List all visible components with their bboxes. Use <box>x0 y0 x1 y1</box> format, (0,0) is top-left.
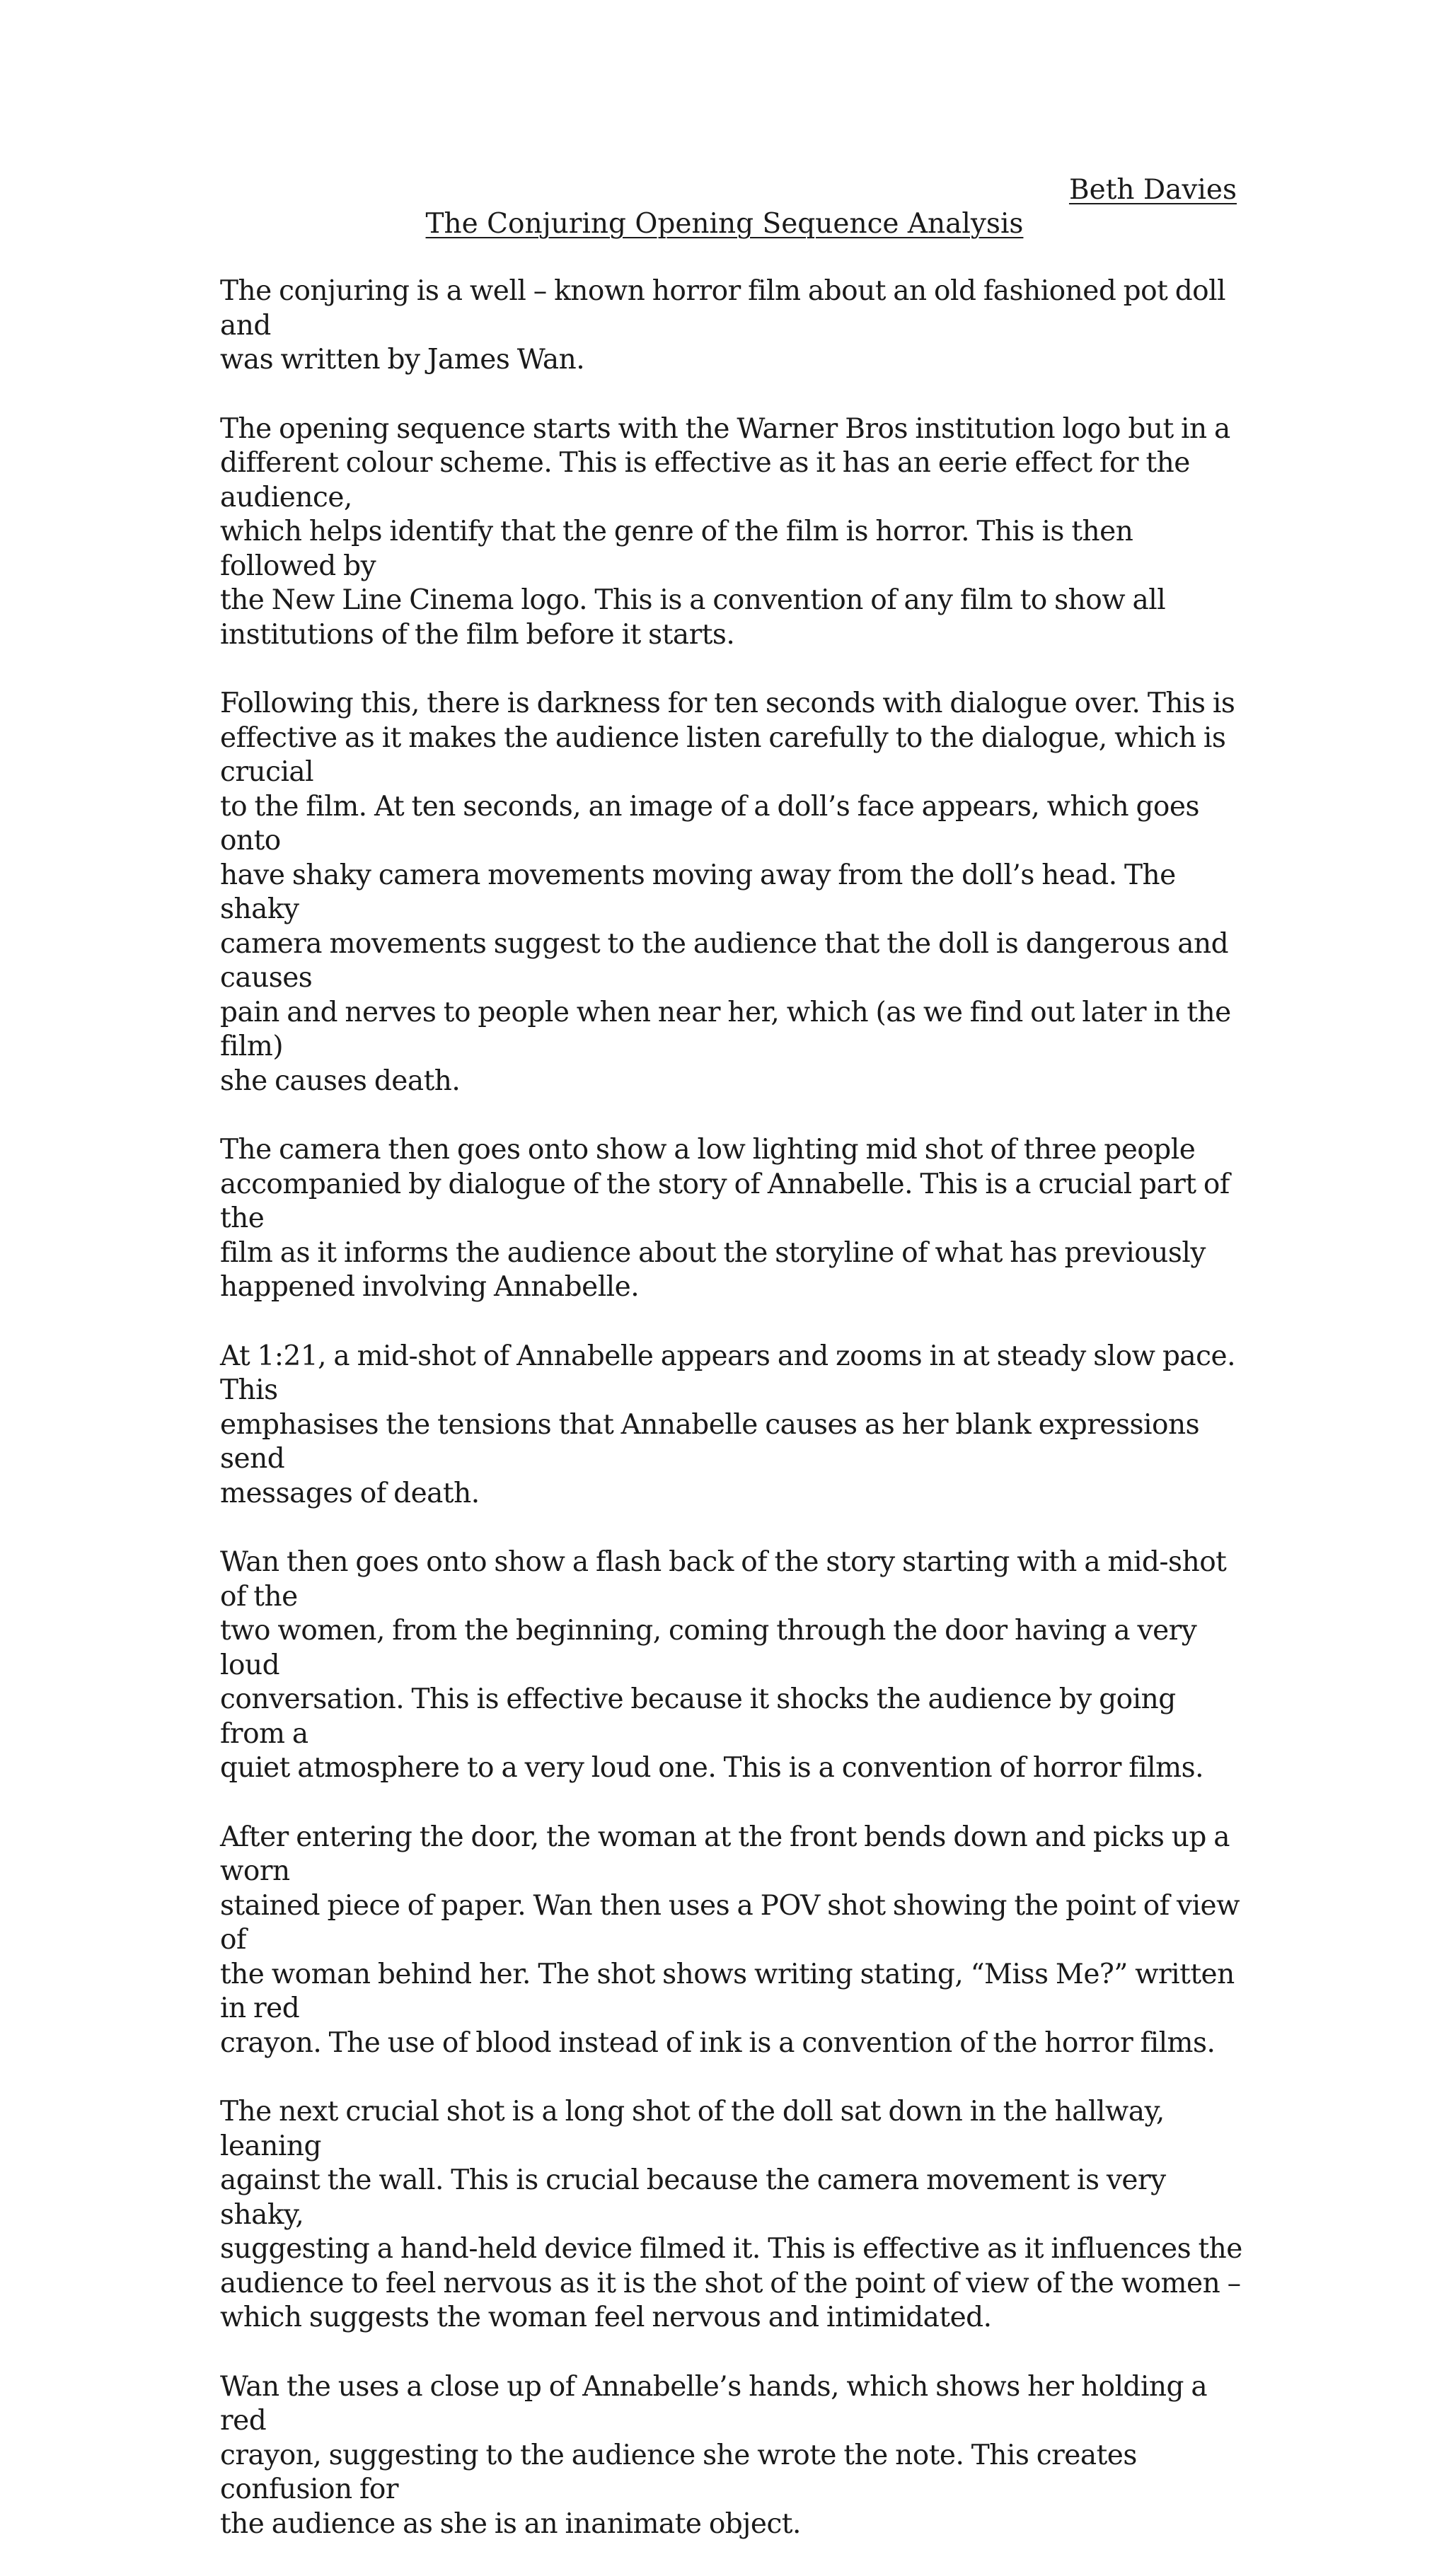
paragraph: The camera then goes onto show a low lighting mid shot of three people accompanied by dialogue of the story of Annabelle. This is a crucial part of the film as it informs the audience about the storyline of what has previously happened involving Annabelle. <box>220 1134 1230 1303</box>
paragraph: The conjuring is a well – known horror film about an old fashioned pot doll and was written by James Wan. <box>220 275 1226 376</box>
document-title: The Conjuring Opening Sequence Analysis <box>425 208 1024 240</box>
author-name: Beth Davies <box>1068 174 1237 206</box>
paragraph: The next crucial shot is a long shot of the doll sat down in the hallway, leaning against the wall. This is crucial because the camera movement is very shaky, suggesting a hand-held device filmed it. This is effective as it influences the audience to feel nervous as it is the shot of the point of view of the women – which suggests the woman feel nervous and intimidated. <box>220 2096 1242 2333</box>
paragraph: Wan the uses a close up of Annabelle’s hands, which shows her holding a red crayon, suggesting to the audience she wrote the note. This creates confusion for the audience as she is an inanimate object. <box>220 2370 1208 2540</box>
paragraph: Following this, there is darkness for ten seconds with dialogue over. This is effective as it makes the audience listen carefully to the dialogue, which is crucial to the film. At ten seconds, an image of a doll’s face appears, which goes onto have shaky camera movements moving away from the doll’s head. The shaky camera movements suggest to the audience that the doll is dangerous and causes pain and nerves to people when near her, which (as we find out later in the film) she causes death. <box>220 687 1235 1097</box>
paragraph: At 1:21, a mid-shot of Annabelle appears and zooms in at steady slow pace. This emphasises the tensions that Annabelle causes as her blank expressions send messages of death. <box>220 1340 1235 1509</box>
document-body <box>220 274 1245 2576</box>
paragraph: Wan then goes onto show a flash back of the story starting with a mid-shot of the two women, from the beginning, coming through the door having a very loud conversation. This is effective because it shocks the audience by going from a quiet atmosphere to a very loud one. This is a convention of horror films. <box>220 1546 1227 1784</box>
paragraph: After entering the door, the woman at the front bends down and picks up a worn stained piece of paper. Wan then uses a POV shot showing the point of view of the woman behind her. The shot shows writing stating, “Miss Me?” written in red crayon. The use of blood instead of ink is a convention of the horror films. <box>220 1821 1240 2059</box>
paragraph: The opening sequence starts with the Warner Bros institution logo but in a different colour scheme. This is effective as it has an eerie effect for the audience, which helps identify that the genre of the film is horror. This is then followed by the New Line Cinema logo. This is a convention of any film to show all institutions of the film before it starts. <box>220 412 1230 651</box>
